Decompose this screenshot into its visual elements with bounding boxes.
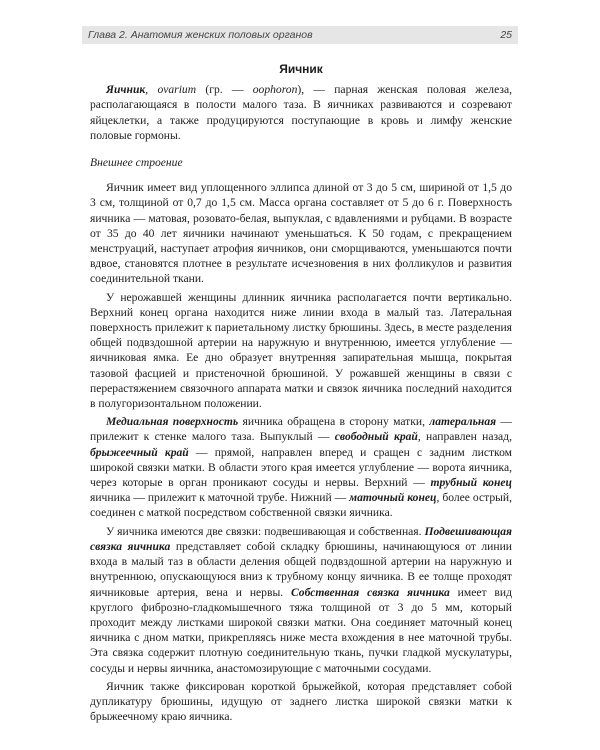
page-number: 25 [500,29,512,41]
subheading: Внешнее строение [90,156,183,170]
paragraph-mesentery: Яичник также фиксирован короткой брыжейкой, которая представляет собой дупликатуру брюшины, идущую от заднего листка широкой связки матки к брыжеечному краю яичника. [90,679,512,724]
chapter-title: Глава 2. Анатомия женских половых органов [88,29,313,41]
paragraph-surfaces: Медиальная поверхность яичника обращена в сторону матки, латеральная — прилежит к стенке малого таза. Выпуклый — свободный край, направлен назад, брыжеечный край — прямой, направлен вперед и сращен с задним листком широкой связки матки. В области этого края имеется углубление — ворота яичника, через которые в орган проникают сосуды и нервы. Верхний — трубный конец яичника — прилежит к маточной трубе. Нижний — маточный конец, более острый, соединен с маткой посредством собственной связки яичника. [90,415,513,520]
paragraph-shape: Яичник имеет вид уплощенного эллипса длиной от 3 до 5 см, шириной от 1,5 до 3 см, толщиной от 0,7 до 1,5 см. Масса органа составляет от 5 до 6 г. Поверхность яичника — матовая, розовато-белая, выпуклая, с вдавлениями и рубцами. В возрасте от 35 до 40 лет яичники начинают уменьшаться. К 50 годам, с прекращением менструаций, наступает атрофия яичников, они сморщиваются, уменьшаются почти вдвое, становятся плотнее в результате исчезновения в них фолликулов и развития соединительной ткани. [90,181,512,286]
paragraph-ligaments: У яичника имеются две связки: подвешивающая и собственная. Подвешивающая связка яичника представляет собой складку брюшины, начинающуюся от линии входа в малый таз в области деления общей подвздошной артерии на наружную и внутреннюю, опускающуюся вниз к трубному концу яичника. В ее толще проходят яичниковые артерия, вена и нервы. Собственная связка яичника имеет вид круглого фиброзно-гладкомышечного тяжа толщиной от 3 до 5 мм, который проходит между листками широкой связки матки. Она соединяет маточный конец яичника с дном матки, прикрепляясь ниже места вхождения в нее маточной трубы. Эта связка содержит плотную соединительную ткань, пучки гладкой мускулатуры, сосуды и нервы яичника, анастомозирующие с маточными сосудами. [90,524,513,675]
intro-paragraph: Яичник, ovarium (гр. — oophoron), — парная женская половая железа, располагающаяся в полости малого таза. В яичниках развиваются и созревают яйцеклетки, а также продуцируются поступающие в кровь и лимфу женские половые гормоны. [90,83,512,142]
running-header [82,26,518,44]
paragraph-position: У нерожавшей женщины длинник яичника располагается почти вертикально. Верхний конец органа находится ниже линии входа в малый таз. Латеральная поверхность прилежит к париетальному листку брюшины. Здесь, в месте разделения общей подвздошной артерии на наружную и внутреннюю, имеется углубление — яичниковая ямка. Ее дно образует внутренняя запирательная мышца, покрытая тазовой фасцией и пристеночной брюшиной. У рожавшей женщины в связи с перерастяжением связочного аппарата матки и связок яичника последний находится в полугоризонтальном положении. [90,290,512,411]
greek-term: oophoron [252,83,298,97]
latin-term: ovarium [157,83,197,97]
page-body [90,62,512,727]
section-title: Яичник [279,62,323,76]
term-ovary: Яичник [106,83,146,97]
